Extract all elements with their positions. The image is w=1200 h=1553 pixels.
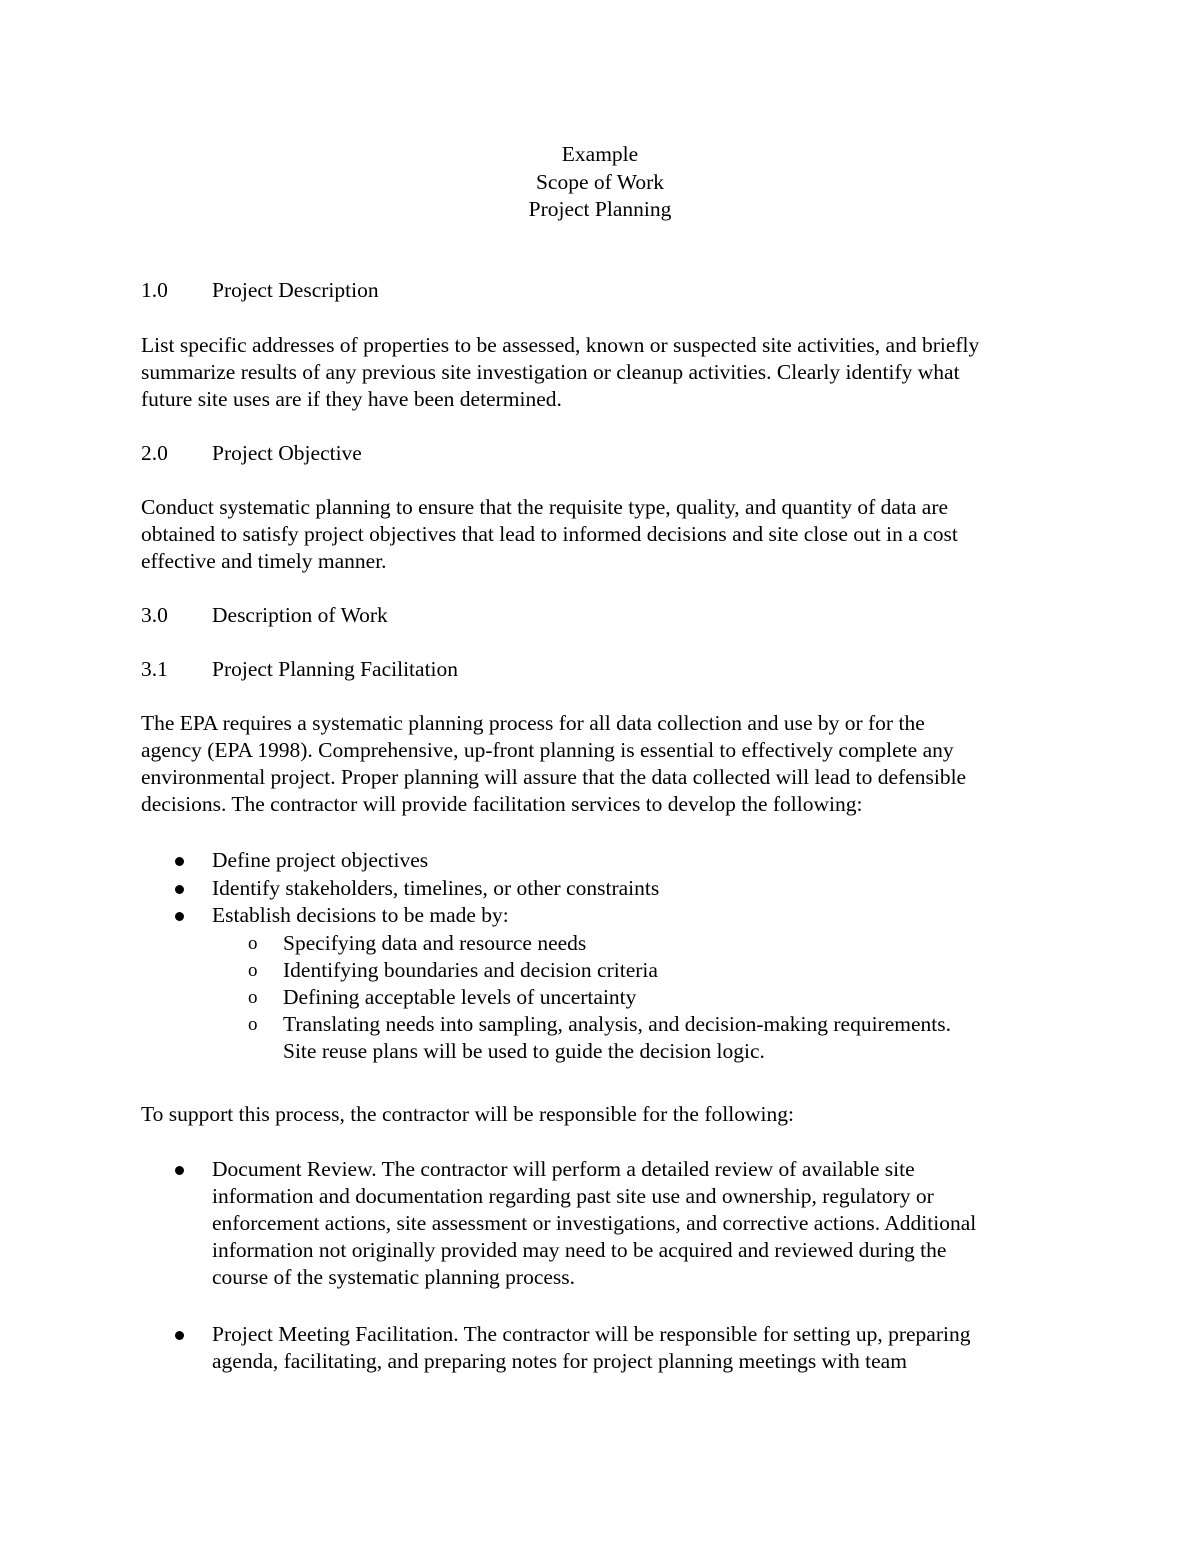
paragraph-line: obtained to satisfy project objectives that lead to informed decisions and site close out in a cost [141,522,958,546]
bullet-dot [175,1331,184,1340]
paragraph-line: agency (EPA 1998). Comprehensive, up-front planning is essential to effectively complete any [141,738,954,762]
paragraph-line: effective and timely manner. [141,549,387,573]
section-heading: Project Planning Facilitation [212,657,459,681]
section-heading: Project Description [212,278,379,302]
paragraph-line: To support this process, the contractor will be responsible for the following: [141,1102,794,1126]
sub-list-item: Specifying data and resource needs [283,931,587,955]
sub-bullet-marker: o [248,933,258,954]
section-number: 1.0 [141,278,168,302]
list-item-line: course of the systematic planning process. [212,1265,576,1289]
paragraph-line: summarize results of any previous site investigation or cleanup activities. Clearly identify what [141,360,960,384]
sub-list-item: Translating needs into sampling, analysis, and decision-making requirements. [283,1012,951,1036]
paragraph-line: The EPA requires a systematic planning process for all data collection and use by or for the [141,711,925,735]
list-item-line: Document Review. The contractor will perform a detailed review of available site [212,1157,915,1181]
section-number: 3.0 [141,603,168,627]
list-item-line: information and documentation regarding past site use and ownership, regulatory or [212,1184,934,1208]
list-item: Identify stakeholders, timelines, or other constraints [212,876,660,900]
list-item-line: Project Meeting Facilitation. The contractor will be responsible for setting up, preparing [212,1322,971,1346]
list-item: Define project objectives [212,848,429,872]
sub-bullet-marker: o [248,987,258,1008]
sub-bullet-marker: o [248,960,258,981]
sub-bullet-marker: o [248,1014,258,1035]
list-item-line: enforcement actions, site assessment or investigations, and corrective actions. Additional [212,1211,977,1235]
doc-title-line-1: Example [561,142,639,166]
sub-list-item: Defining acceptable levels of uncertainty [283,985,637,1009]
sub-list-item-continuation: Site reuse plans will be used to guide the decision logic. [283,1039,765,1063]
bullet-dot [175,912,184,921]
list-item: Establish decisions to be made by: [212,903,509,927]
bullet-dot [175,885,184,894]
list-item-line: agenda, facilitating, and preparing notes for project planning meetings with team [212,1349,907,1373]
section-heading: Description of Work [212,603,388,627]
doc-title-line-3: Project Planning [528,197,672,221]
doc-title-line-2: Scope of Work [535,170,665,194]
paragraph-line: List specific addresses of properties to be assessed, known or suspected site activities, and briefly [141,333,980,357]
section-number: 2.0 [141,441,168,465]
paragraph-line: future site uses are if they have been determined. [141,387,562,411]
list-item-line: information not originally provided may need to be acquired and reviewed during the [212,1238,947,1262]
section-heading: Project Objective [212,441,362,465]
sub-list-item: Identifying boundaries and decision criteria [283,958,658,982]
bullet-dot [175,857,184,866]
bullet-dot [175,1166,184,1175]
section-number: 3.1 [141,657,168,681]
paragraph-line: environmental project. Proper planning will assure that the data collected will lead to defensible [141,765,967,789]
paragraph-line: Conduct systematic planning to ensure that the requisite type, quality, and quantity of data are [141,495,949,519]
paragraph-line: decisions. The contractor will provide facilitation services to develop the following: [141,792,863,816]
